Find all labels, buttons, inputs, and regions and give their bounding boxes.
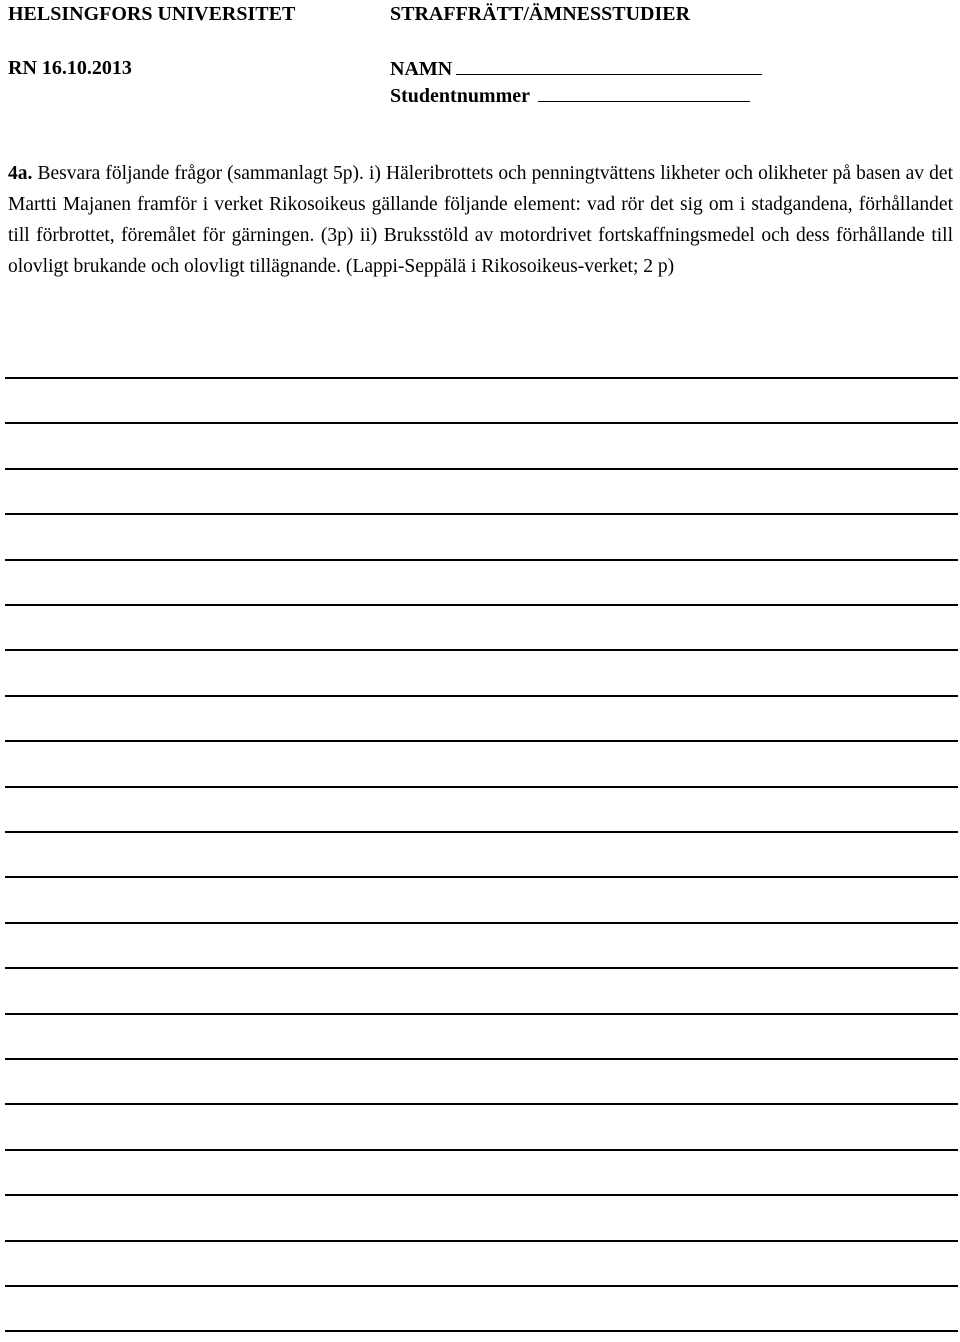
answer-line[interactable] <box>5 1285 958 1287</box>
answer-line[interactable] <box>5 422 958 424</box>
answer-line[interactable] <box>5 1240 958 1242</box>
answer-line[interactable] <box>5 740 958 742</box>
answer-line[interactable] <box>5 649 958 651</box>
name-label: NAMN <box>390 58 453 80</box>
answer-line[interactable] <box>5 967 958 969</box>
exam-date-code: RN 16.10.2013 <box>8 57 132 79</box>
answer-line[interactable] <box>5 559 958 561</box>
answer-line[interactable] <box>5 1330 958 1332</box>
answer-line[interactable] <box>5 1013 958 1015</box>
answer-line[interactable] <box>5 1149 958 1151</box>
answer-line[interactable] <box>5 786 958 788</box>
answer-line[interactable] <box>5 468 958 470</box>
answer-line[interactable] <box>5 876 958 878</box>
student-number-label: Studentnummer <box>390 85 531 107</box>
answer-line[interactable] <box>5 922 958 924</box>
course-title: STRAFFRÄTT/ÄMNESSTUDIER <box>390 3 691 25</box>
answer-line[interactable] <box>5 831 958 833</box>
answer-line[interactable] <box>5 695 958 697</box>
question-body: Besvara följande frågor (sammanlagt 5p). i) Häleribrottets och penningtvättens likheter och olikheter på basen av det Martti Majanen framför i verket Rikosoikeus gällande följande element: vad rör det sig om i stadgandena, förhållandet till förbrottet, föremålet för gärningen. (3p) ii) Bruksstöld av motordrivet fortskaffningsmedel och dess förhållande till olovligt brukande och olovligt tillägnande. (Lappi-Seppälä i Rikosoikeus-verket; 2 p) <box>8 163 953 277</box>
university-name: HELSINGFORS UNIVERSITET <box>8 3 296 25</box>
answer-line[interactable] <box>5 604 958 606</box>
question-number: 4a. <box>8 163 33 184</box>
answer-line[interactable] <box>5 1058 958 1060</box>
answer-line[interactable] <box>5 377 958 379</box>
answer-line[interactable] <box>5 1194 958 1196</box>
answer-line[interactable] <box>5 1103 958 1105</box>
answer-area[interactable] <box>5 0 958 1342</box>
answer-line[interactable] <box>5 513 958 515</box>
